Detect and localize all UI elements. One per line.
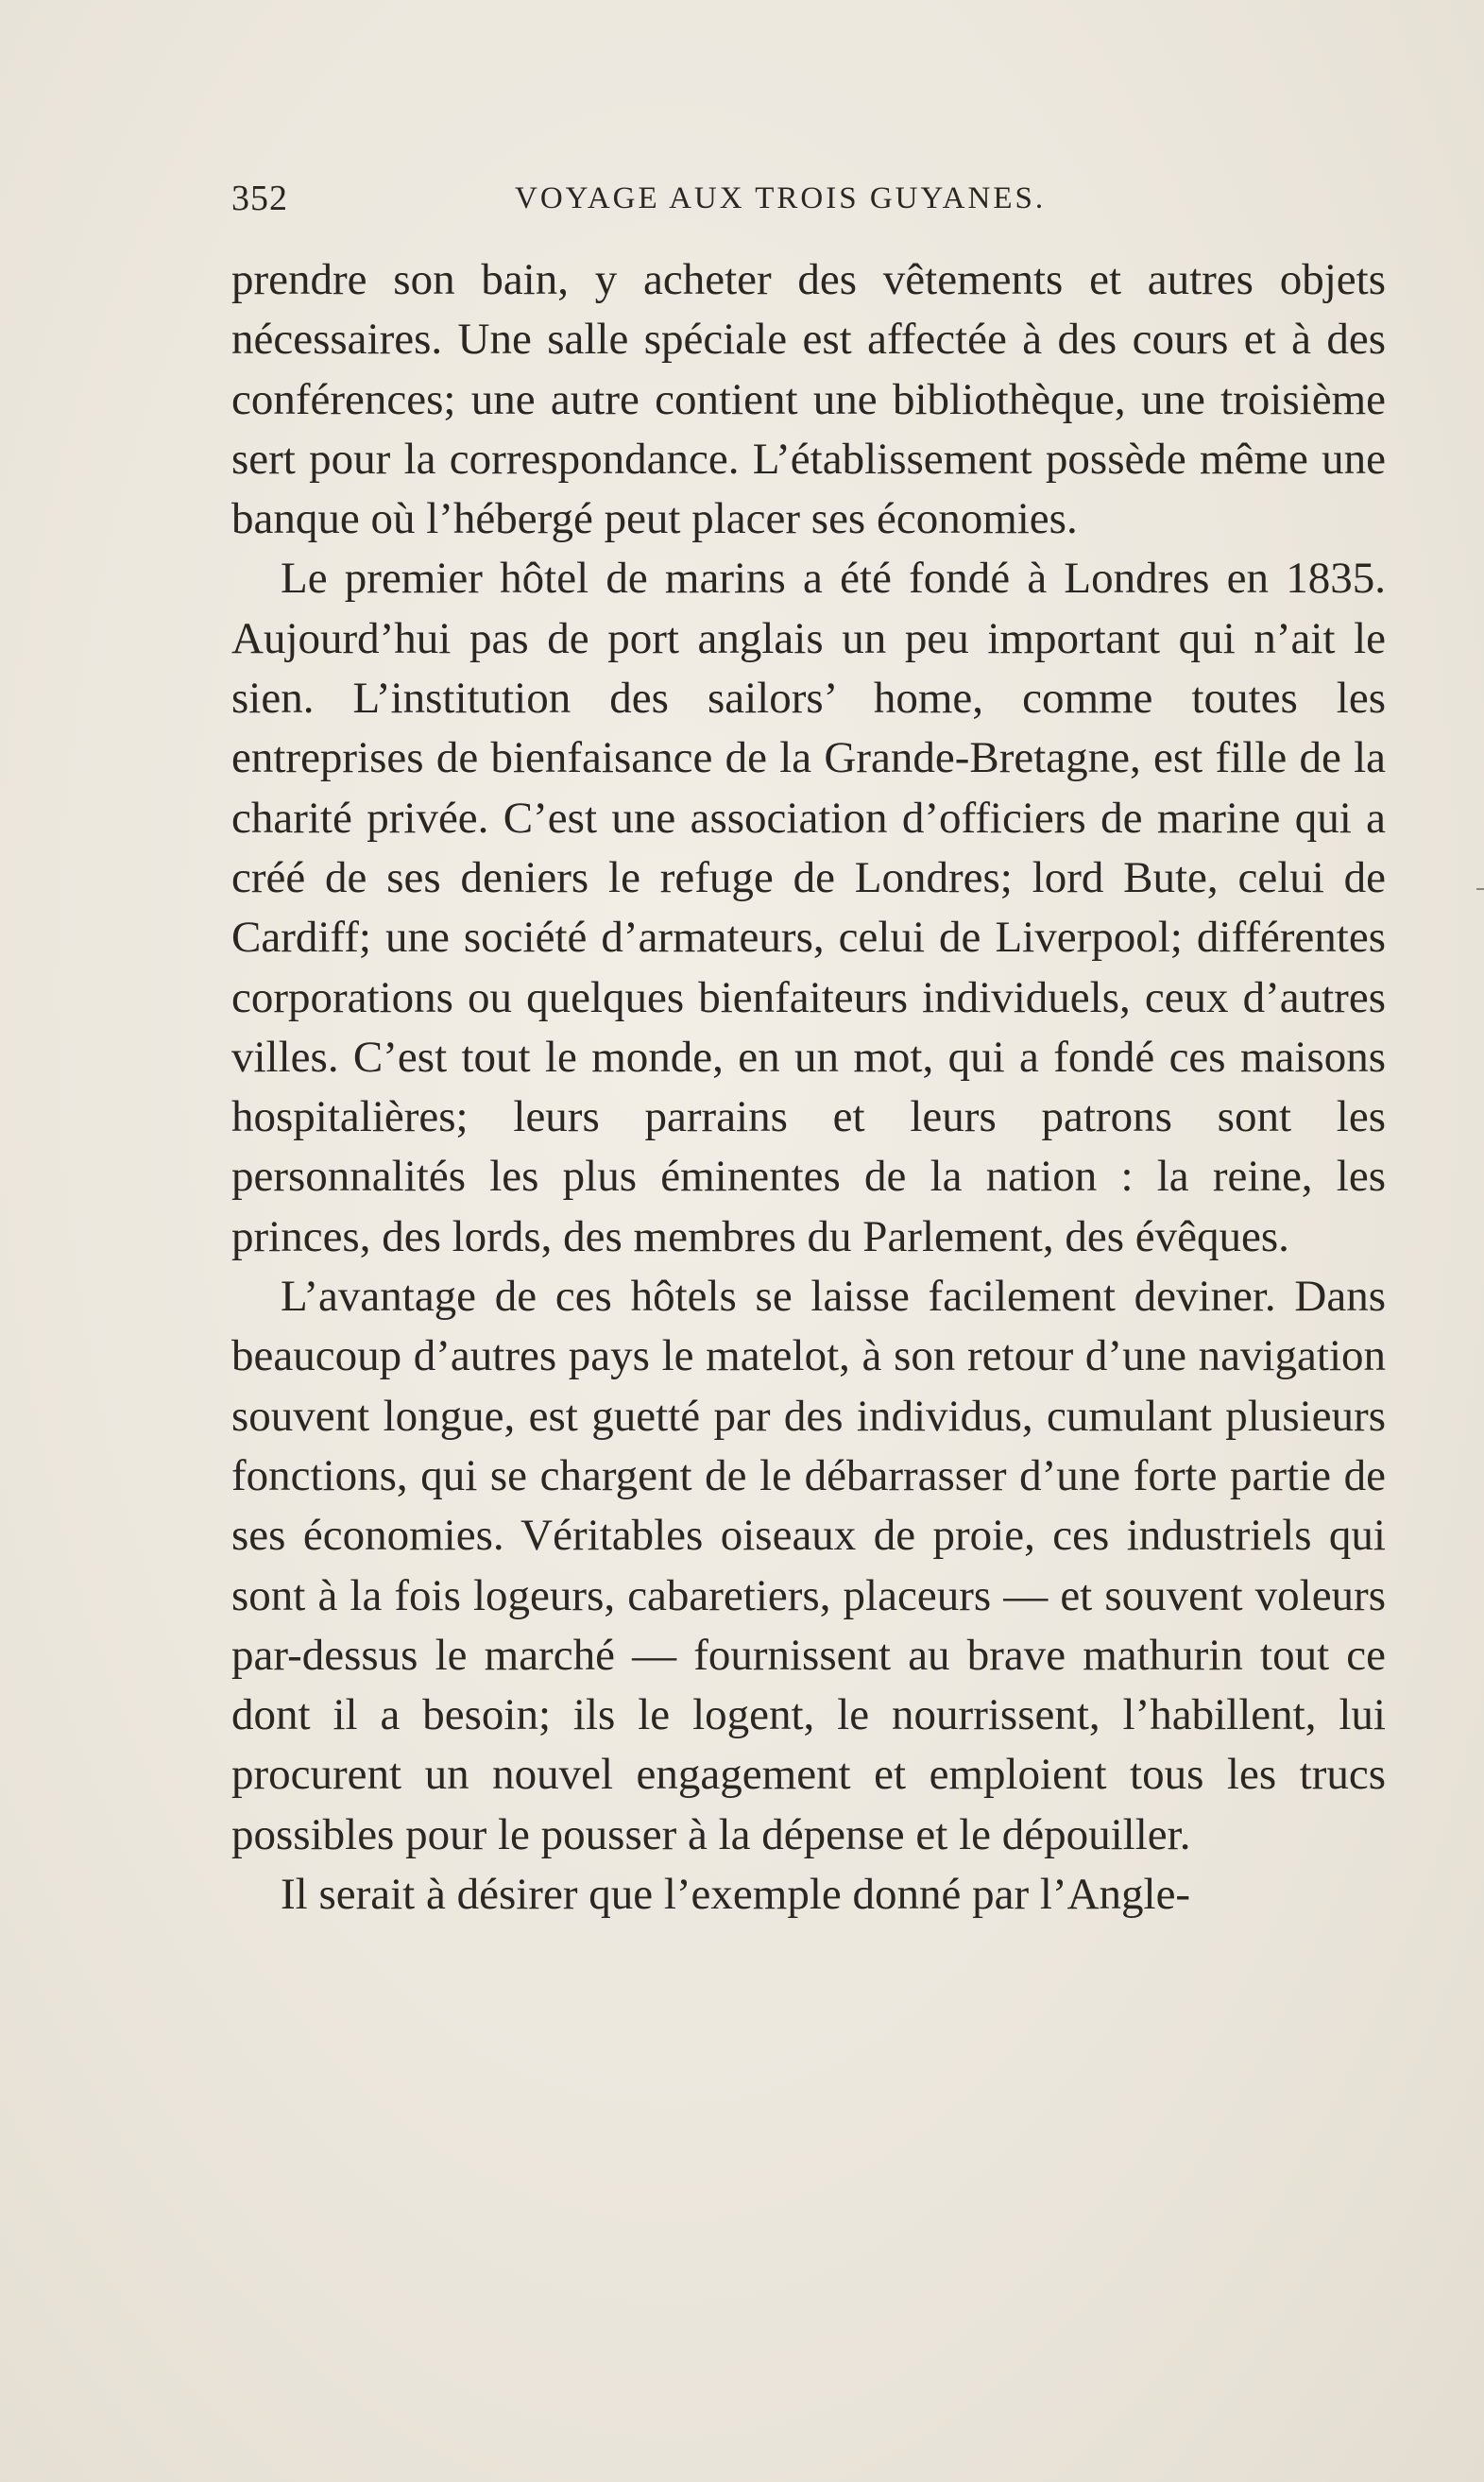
paragraph-hotel-advantages: L’avantage de ces hôtels se laisse facilement deviner. Dans beaucoup d’autres pays le matelot, à son retour d’une navigation souvent longue, est guetté par des individus, cumulant plusieurs fonctions, qui se chargent de le débarrasser d’une forte partie de ses économies. Véritables oiseaux de proie, ces industriels qui sont à la fois logeurs, cabaretiers, placeurs — et souvent voleurs par-dessus le marché — fournissent au brave mathurin tout ce dont il a besoin; ils le logent, le nourrissent, l’habillent, lui procurent un nouvel engagement et emploient tous les trucs possibles pour le pousser à la dépense et le dépouiller. bbox=[231, 1272, 1386, 1859]
body-text bbox=[231, 250, 1386, 1925]
paragraph-continuation: prendre son bain, y acheter des vêtements et autres objets nécessaires. Une salle spéciale est affectée à des cours et à des conférences; une autre contient une bibliothèque, une troisième sert pour la correspondance. L’établissement possède même une banque où l’hébergé peut placer ses économies. bbox=[231, 255, 1386, 544]
running-head bbox=[231, 178, 1384, 231]
running-title: VOYAGE AUX TROIS GUYANES. bbox=[515, 181, 1047, 215]
paragraph-sailors-home-history: Le premier hôtel de marins a été fondé à Londres en 1835. Aujourd’hui pas de port anglais un peu important qui n’ait le sien. L’institution des sailors’ home, comme toutes les entreprises de bienfaisance de la Grande-Bretagne, est fille de la charité privée. C’est une association d’officiers de marine qui a créé de ses deniers le refuge de Londres; lord Bute, celui de Cardiff; une société d’armateurs, celui de Liverpool; différentes corporations ou quelques bienfaiteurs individuels, ceux d’autres villes. C’est tout le monde, en un mot, qui a fondé ces maisons hospitalières; leurs parrains et leurs patrons sont les personnalités les plus éminentes de la nation : la reine, les princes, des lords, des membres du Parlement, des évêques. bbox=[231, 554, 1386, 1261]
page-edge-mark bbox=[1476, 888, 1484, 890]
paragraph-final-fragment: Il serait à désirer que l’exemple donné par l’Angle- bbox=[281, 1870, 1191, 1920]
page-number: 352 bbox=[231, 179, 288, 218]
